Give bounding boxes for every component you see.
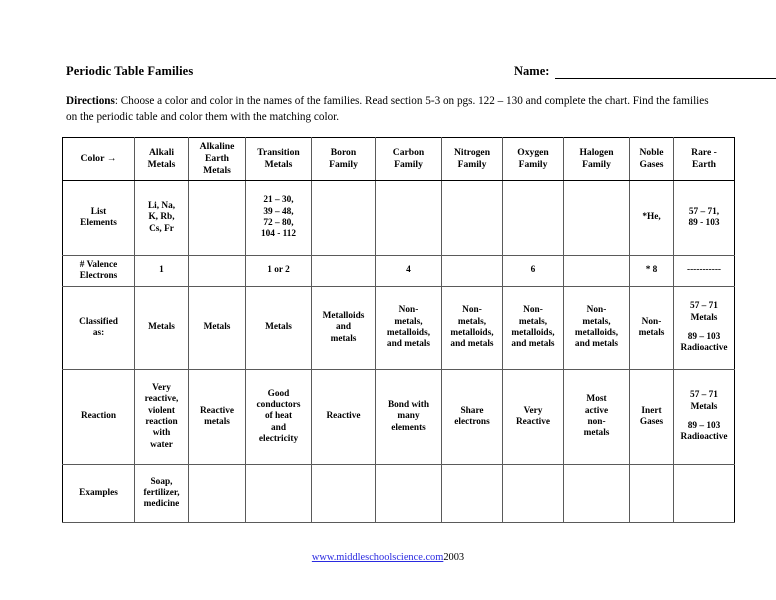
cell-text-line: Radioactive: [680, 432, 728, 443]
cell-text-line: Soap,: [150, 476, 173, 487]
cell-text-line: and metals: [450, 339, 494, 350]
cell-text-line: Gases: [639, 417, 664, 427]
cell-text-line: and: [336, 322, 351, 333]
cell-text-line: Family: [518, 159, 548, 170]
table-cell[interactable]: [246, 256, 312, 287]
cell-text-line: Electrons: [79, 271, 118, 281]
cell-text-line: 57 – 71: [690, 390, 718, 401]
cell-text-line: many: [397, 411, 420, 422]
cell-text-line: Share: [460, 405, 484, 416]
cell-text-line: reactive,: [144, 394, 179, 405]
cell-text-line: with: [152, 428, 171, 439]
cell-text-line: Carbon: [392, 147, 425, 159]
table-cell[interactable]: [503, 287, 564, 370]
table-cell[interactable]: [376, 370, 442, 465]
cell-text-line: Metals: [147, 159, 176, 170]
column-header-noble-gases: [630, 138, 674, 181]
table-row: [63, 465, 735, 523]
table-cell[interactable]: [564, 256, 630, 287]
cell-text-line: Inert: [641, 405, 662, 416]
cell-text-line: Classified: [79, 316, 118, 327]
table-cell[interactable]: [135, 256, 189, 287]
column-header-nitrogen-family: [442, 138, 503, 181]
table-cell[interactable]: [189, 287, 246, 370]
source-link[interactable]: www.middleschoolscience.com: [311, 552, 444, 563]
cell-text-line: * 8: [645, 265, 658, 276]
cell-text-line: metals: [204, 417, 230, 427]
table-cell[interactable]: [674, 465, 735, 523]
table-cell[interactable]: [135, 370, 189, 465]
cell-text-line: water: [150, 439, 173, 450]
table-row: [63, 287, 735, 370]
cell-text-line: Boron: [330, 147, 357, 159]
footer: [0, 552, 776, 563]
column-header-carbon-family: [376, 138, 442, 181]
row-label-classified-as: [63, 287, 135, 370]
table-cell[interactable]: [312, 181, 376, 256]
cell-text-line: List: [90, 206, 107, 217]
column-header-color: [63, 138, 135, 181]
directions-lead-label: Directions: [66, 95, 115, 107]
page-title: Periodic Table Families: [66, 64, 194, 78]
row-label-list-elements: [63, 181, 135, 256]
cell-text-line: K, Rb,: [148, 212, 175, 223]
name-input-line[interactable]: [555, 65, 776, 79]
name-label: Name:: [514, 64, 550, 78]
cell-text-line: Rare -: [691, 147, 717, 159]
cell-text-line: and metals: [511, 339, 555, 350]
cell-text-line: 6: [530, 265, 536, 276]
table-row: [63, 181, 735, 256]
periodic-families-table: [62, 137, 735, 523]
column-header-rare-earth: [674, 138, 735, 181]
cell-text-line: and metals: [386, 339, 431, 350]
table-cell[interactable]: [442, 287, 503, 370]
table-cell[interactable]: [674, 370, 735, 465]
cell-text-line: 21 – 30,: [263, 195, 294, 206]
cell-text-line: violent: [148, 405, 175, 416]
cell-text-line: Earth: [205, 153, 229, 165]
cell-text-line: 104 - 112: [260, 229, 297, 240]
table-cell[interactable]: [442, 370, 503, 465]
cell-text-line: metals: [330, 333, 357, 344]
cell-text-line: Cs, Fr: [149, 223, 174, 234]
table-cell[interactable]: [442, 465, 503, 523]
cell-block-gap: [676, 324, 732, 332]
cell-text-line: Radioactive: [680, 343, 728, 354]
cell-text-line: Very: [523, 405, 543, 416]
cell-text-line: Reaction: [80, 411, 117, 422]
column-header-halogen-family: [564, 138, 630, 181]
table-cell[interactable]: [376, 287, 442, 370]
cell-text-line: elements: [391, 422, 426, 433]
table-cell[interactable]: [376, 181, 442, 256]
cell-text-line: Non-: [523, 305, 543, 316]
cell-text-line: metalloids,: [386, 328, 431, 338]
table-cell[interactable]: [246, 370, 312, 465]
cell-text-line: Bond with: [387, 400, 430, 410]
cell-text-line: medicine: [143, 499, 180, 510]
table-cell[interactable]: [246, 465, 312, 523]
cell-text-line: Oxygen: [517, 147, 549, 159]
table-cell[interactable]: [189, 181, 246, 256]
cell-text-line: metals: [638, 328, 665, 338]
table-cell[interactable]: [674, 287, 735, 370]
row-label-examples: [63, 465, 135, 523]
cell-text-line: Very: [152, 383, 171, 394]
directions-body-text: : Choose a color and color in the names of the families. Read section 5-3 on pgs. 122 – 130 and complete the chart. Find the families on the periodic table and color them with the matching color.: [66, 95, 709, 123]
column-header-oxygen-family: [503, 138, 564, 181]
cell-text-line: metals,: [394, 316, 423, 327]
cell-text-line: Transition: [257, 147, 300, 159]
cell-text-line: Non-: [462, 305, 482, 316]
cell-text-line: Reactive: [515, 417, 551, 427]
cell-text-line: Halogen: [579, 147, 614, 159]
table-cell[interactable]: [312, 465, 376, 523]
cell-text-line: and metals: [574, 339, 619, 350]
table-cell[interactable]: [312, 370, 376, 465]
column-header-alkaline-earth-metals: [189, 138, 246, 181]
cell-text-line: reaction: [145, 417, 178, 427]
cell-text-line: Examples: [79, 487, 118, 498]
cell-block-gap: [676, 413, 732, 421]
cell-text-line: metalloids,: [511, 328, 555, 338]
table-cell[interactable]: [135, 181, 189, 256]
cell-text-line: 1 or 2: [267, 265, 290, 276]
directions-paragraph: [66, 94, 712, 126]
table-header-row: [63, 138, 735, 181]
column-header-alkali-metals: [135, 138, 189, 181]
table-cell[interactable]: [189, 370, 246, 465]
table-cell[interactable]: [630, 256, 674, 287]
table-cell[interactable]: [564, 370, 630, 465]
table-cell[interactable]: [189, 256, 246, 287]
families-chart-container: [62, 137, 728, 523]
table-cell[interactable]: [189, 465, 246, 523]
cell-text-line: *He,: [642, 212, 661, 223]
cell-text-line: electricity: [258, 433, 299, 444]
cell-text-line: Li, Na,: [147, 201, 176, 211]
cell-text-line: 57 – 71,: [688, 206, 720, 217]
table-cell[interactable]: [503, 465, 564, 523]
cell-text-line: Non-: [641, 316, 662, 327]
cell-text-line: metals,: [518, 316, 548, 327]
cell-text-line: Metalloids: [322, 311, 365, 321]
cell-text-line: 89 – 103: [687, 421, 721, 431]
cell-text-line: metals,: [582, 316, 611, 327]
cell-text-line: 89 - 103: [688, 218, 720, 228]
cell-text-line: Family: [457, 159, 487, 170]
cell-text-line: as:: [92, 328, 105, 338]
cell-text-line: and: [271, 422, 286, 433]
cell-text-line: Alkaline: [199, 141, 235, 153]
name-field-group: [514, 64, 776, 79]
page-header: [66, 64, 766, 79]
table-cell[interactable]: [442, 181, 503, 256]
table-cell[interactable]: [564, 287, 630, 370]
cell-text-line: Metals: [690, 312, 718, 323]
table-cell[interactable]: [442, 256, 503, 287]
cell-text-line: conductors: [256, 400, 301, 410]
row-label-valence-electrons: [63, 256, 135, 287]
row-label-reaction: [63, 370, 135, 465]
table-cell[interactable]: [376, 256, 442, 287]
table-cell[interactable]: [674, 256, 735, 287]
table-cell[interactable]: [630, 287, 674, 370]
cell-text-line: Metals: [265, 322, 292, 333]
column-header-transition-metals: [246, 138, 312, 181]
table-cell[interactable]: [630, 181, 674, 256]
table-cell[interactable]: [564, 465, 630, 523]
cell-text-line: Family: [329, 159, 358, 170]
cell-text-line: 4: [406, 265, 411, 276]
table-cell[interactable]: [135, 465, 189, 523]
table-cell[interactable]: [674, 181, 735, 256]
cell-text-line: 89 – 103: [687, 332, 721, 342]
table-cell[interactable]: [376, 465, 442, 523]
cell-text-line: Gases: [639, 159, 664, 170]
cell-text-line: 72 – 80,: [263, 218, 294, 228]
cell-text-line: Earth: [692, 159, 716, 170]
cell-text-line: Family: [394, 159, 423, 170]
cell-text-line: electrons: [454, 417, 490, 427]
table-cell[interactable]: [503, 256, 564, 287]
table-cell[interactable]: [503, 370, 564, 465]
cell-text-line: Metals: [203, 164, 231, 176]
cell-text-line: of heat: [264, 411, 293, 422]
cell-text-line: 57 – 71: [690, 301, 718, 312]
cell-text-line: Non-: [398, 305, 419, 316]
cell-text-line: Metals: [148, 322, 175, 333]
cell-text-line: -----------: [686, 265, 722, 276]
table-cell[interactable]: [135, 287, 189, 370]
cell-text-line: 39 – 48,: [263, 206, 294, 217]
cell-text-line: metalloids,: [574, 328, 619, 338]
table-cell[interactable]: [630, 465, 674, 523]
table-cell[interactable]: [503, 181, 564, 256]
cell-text-line: Reactive: [326, 411, 361, 422]
cell-text-line: Noble: [639, 147, 664, 159]
cell-text-line: fertilizer,: [143, 487, 180, 498]
cell-text-line: 1: [159, 265, 164, 276]
table-row: [63, 370, 735, 465]
cell-text-line: Most: [586, 394, 607, 405]
table-cell[interactable]: [312, 287, 376, 370]
cell-text-line: Reactive: [199, 405, 235, 416]
cell-text-line: Elements: [80, 218, 117, 228]
cell-text-line: # Valence: [79, 259, 118, 270]
cell-text-line: Good: [267, 388, 290, 399]
copyright-year: 2003: [443, 552, 465, 563]
cell-text-line: Alkali: [148, 147, 175, 159]
table-cell[interactable]: [630, 370, 674, 465]
cell-text-line: Family: [582, 159, 611, 170]
cell-text-line: metalloids,: [450, 328, 494, 338]
cell-text-line: Non-: [586, 305, 607, 316]
table-cell[interactable]: [246, 287, 312, 370]
table-row: [63, 256, 735, 287]
cell-text-line: metals: [583, 428, 610, 439]
cell-text-line: Metals: [264, 159, 293, 170]
cell-text-line: non-: [587, 417, 606, 427]
right-arrow-icon: →: [106, 153, 117, 165]
cell-text-line: Nitrogen: [453, 147, 491, 159]
cell-text-line: Metals: [203, 322, 231, 333]
column-header-boron-family: [312, 138, 376, 181]
cell-text-line: Metals: [690, 401, 718, 412]
table-cell[interactable]: [246, 181, 312, 256]
cell-text-line: metals,: [457, 316, 487, 327]
table-cell[interactable]: [312, 256, 376, 287]
cell-text-line: active: [584, 405, 609, 416]
color-header-label: Color: [80, 153, 107, 165]
table-cell[interactable]: [564, 181, 630, 256]
